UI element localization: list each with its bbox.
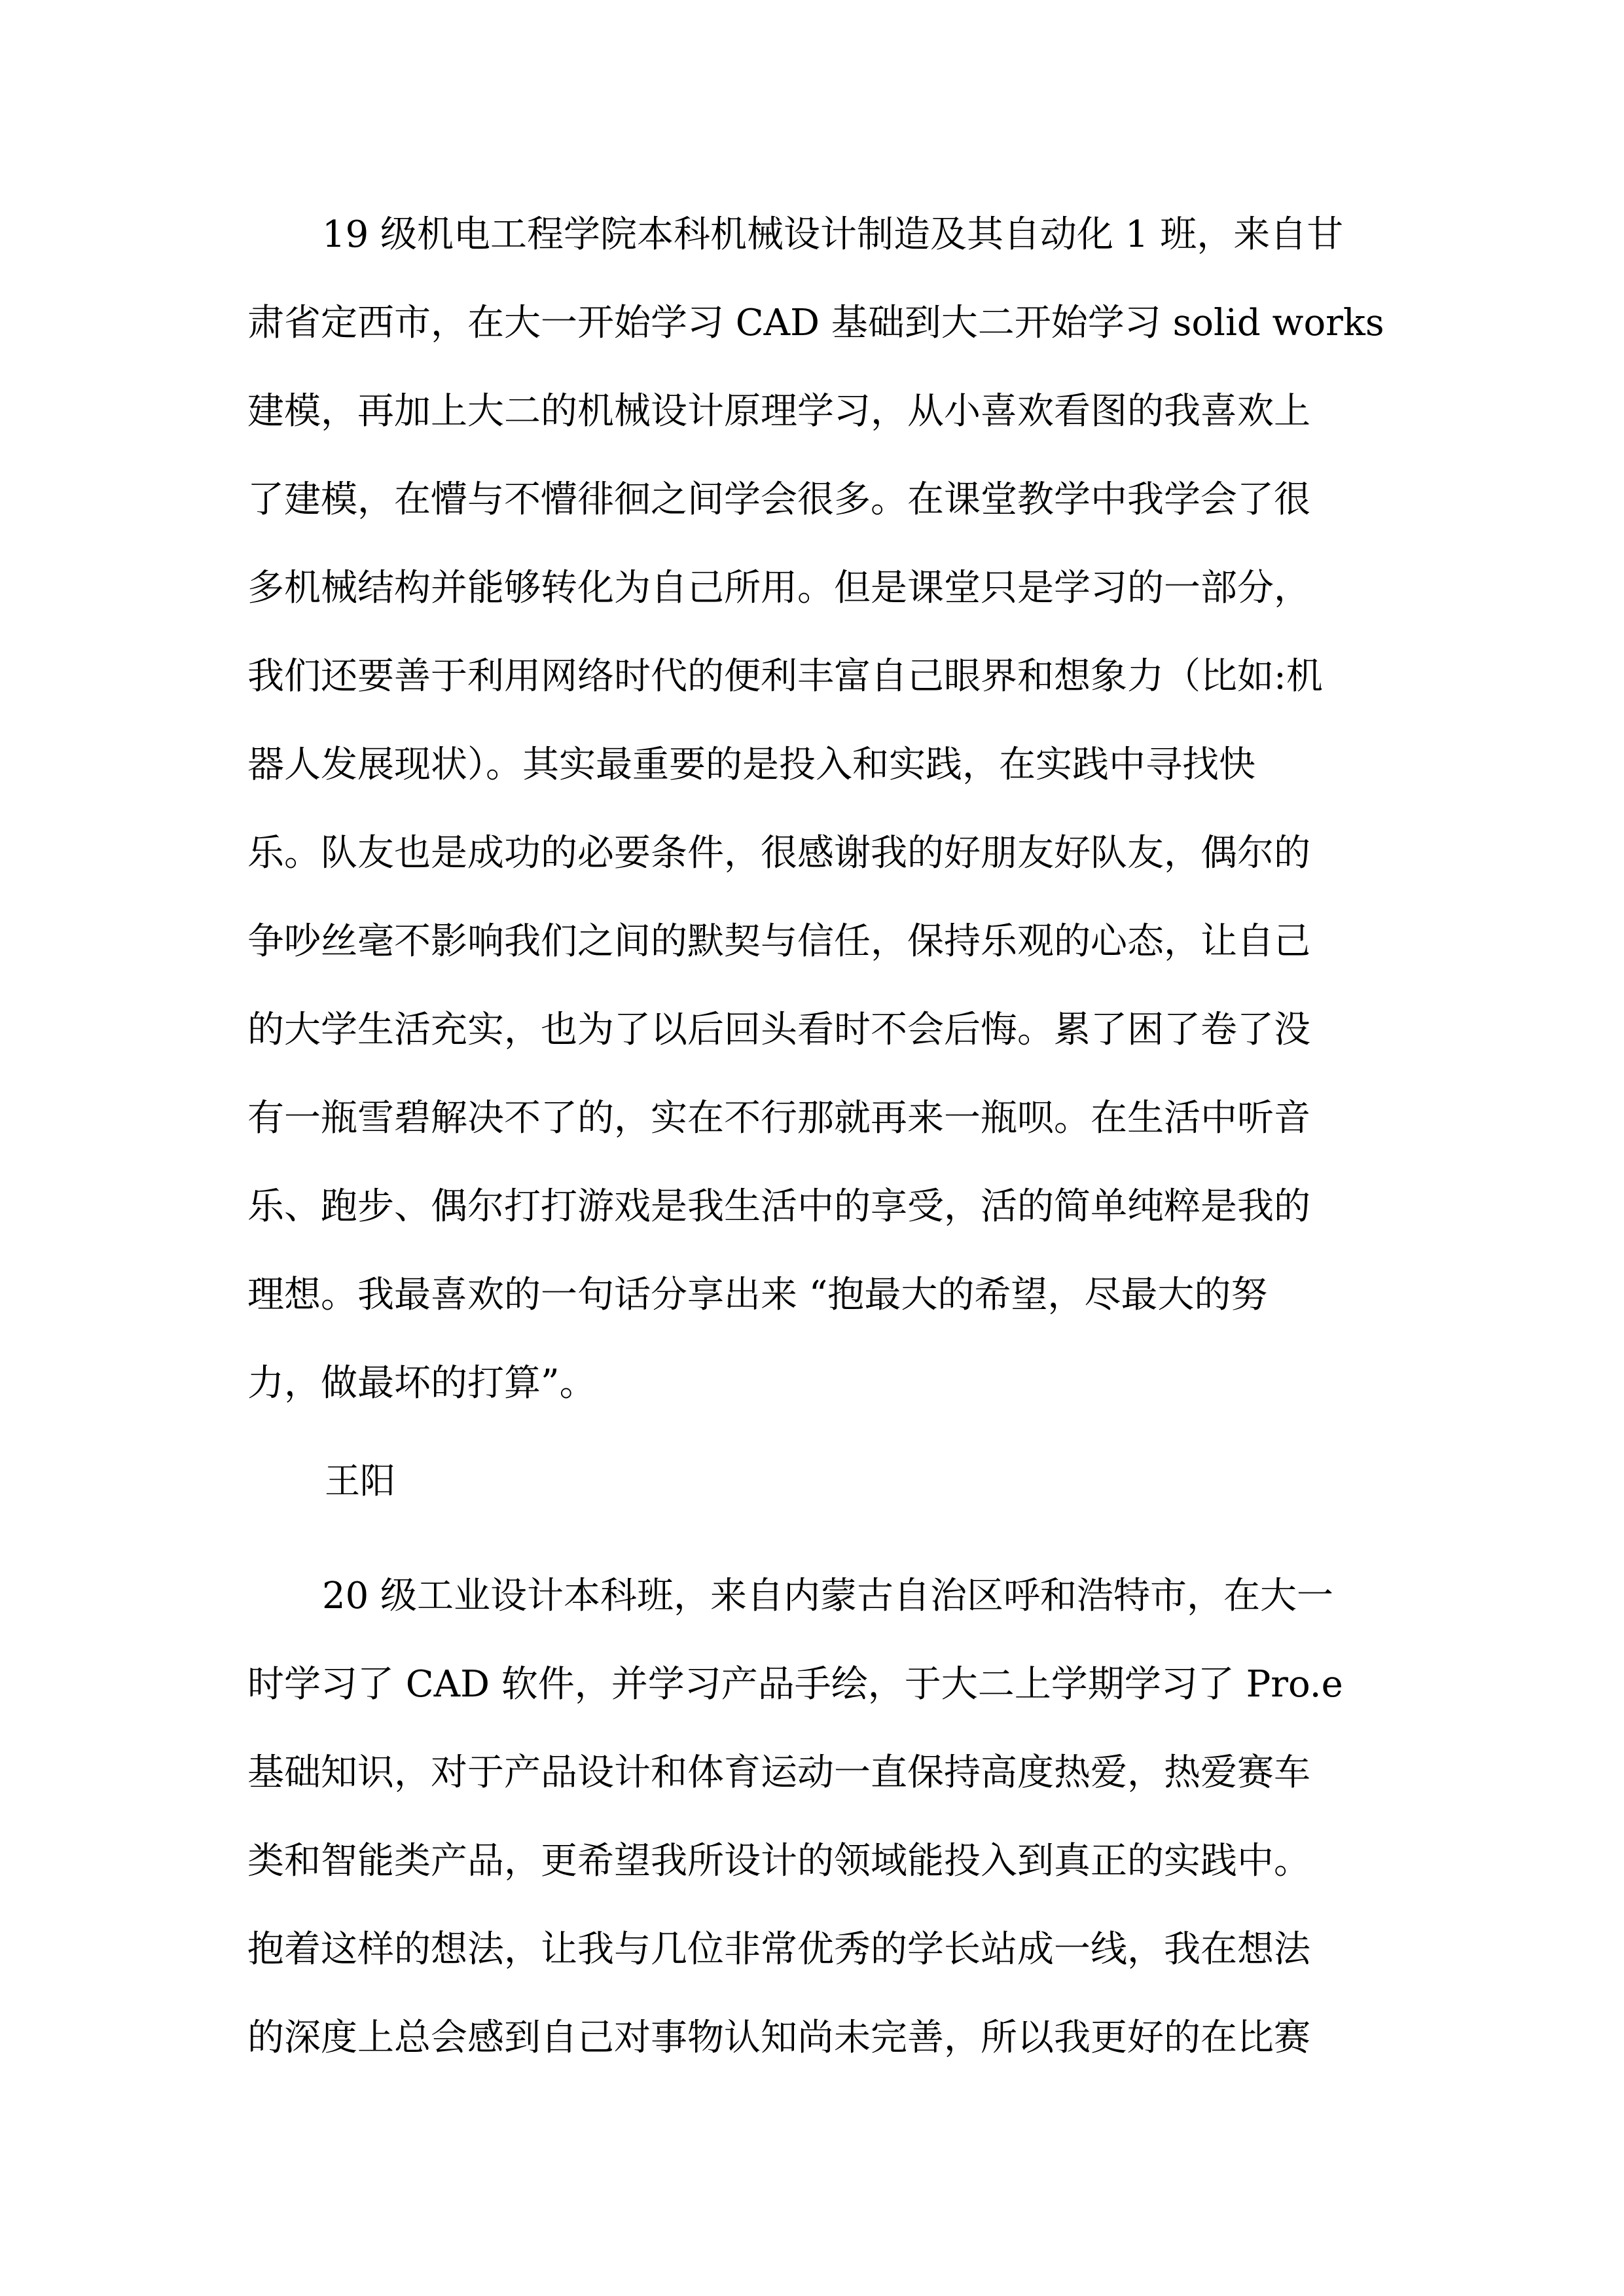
paragraph-1-line-6: 我们还要善于利用网络时代的便利丰富自己眼界和想象力（比如:机 [247, 655, 1323, 698]
paragraph-1-line-7: 器人发展现状）。其实最重要的是投入和实践，在实践中寻找快 [247, 744, 1255, 786]
paragraph-1-line-4: 了建模，在懵与不懵徘徊之间学会很多。在课堂教学中我学会了很 [247, 478, 1310, 521]
paragraph-1-line-13: 理想。我最喜欢的一句话分享出来 “抱最大的希望，尽最大的努 [247, 1274, 1268, 1316]
section-heading-name: 王阳 [325, 1460, 395, 1501]
paragraph-2-line-5: 抱着这样的想法，让我与几位非常优秀的学长站成一线，我在想法 [247, 1928, 1310, 1971]
paragraph-2-line-6: 的深度上总会感到自己对事物认知尚未完善，所以我更好的在比赛 [247, 2017, 1310, 2059]
paragraph-2-line-3: 基础知识，对于产品设计和体育运动一直保持高度热爱，热爱赛车 [247, 1751, 1310, 1794]
paragraph-1-line-3: 建模，再加上大二的机械设计原理学习，从小喜欢看图的我喜欢上 [247, 390, 1310, 433]
paragraph-1-line-12: 乐、跑步、偶尔打打游戏是我生活中的享受，活的简单纯粹是我的 [247, 1185, 1310, 1228]
paragraph-1-line-8: 乐。队友也是成功的必要条件，很感谢我的好朋友好队友，偶尔的 [247, 832, 1310, 874]
paragraph-1-line-1: 19 级机电工程学院本科机械设计制造及其自动化 1 班，来自甘 [322, 213, 1344, 256]
paragraph-1-line-14: 力，做最坏的打算”。 [247, 1362, 596, 1405]
paragraph-1-line-9: 争吵丝毫不影响我们之间的默契与信任，保持乐观的心态，让自己 [247, 920, 1310, 963]
paragraph-2-line-2: 时学习了 CAD 软件，并学习产品手绘，于大二上学期学习了 Pro.e [247, 1663, 1343, 1706]
paragraph-1-line-11: 有一瓶雪碧解决不了的，实在不行那就再来一瓶呗。在生活中听音 [247, 1097, 1310, 1139]
paragraph-2-line-4: 类和智能类产品，更希望我所设计的领域能投入到真正的实践中。 [247, 1840, 1310, 1882]
paragraph-1-line-10: 的大学生活充实，也为了以后回头看时不会后悔。累了困了卷了没 [247, 1009, 1310, 1051]
paragraph-2-line-1: 20 级工业设计本科班，来自内蒙古自治区呼和浩特市，在大一 [322, 1575, 1334, 1617]
paragraph-1-line-5: 多机械结构并能够转化为自己所用。但是课堂只是学习的一部分， [247, 567, 1310, 609]
paragraph-1-line-2: 肃省定西市，在大一开始学习 CAD 基础到大二开始学习 solid works [247, 302, 1384, 344]
